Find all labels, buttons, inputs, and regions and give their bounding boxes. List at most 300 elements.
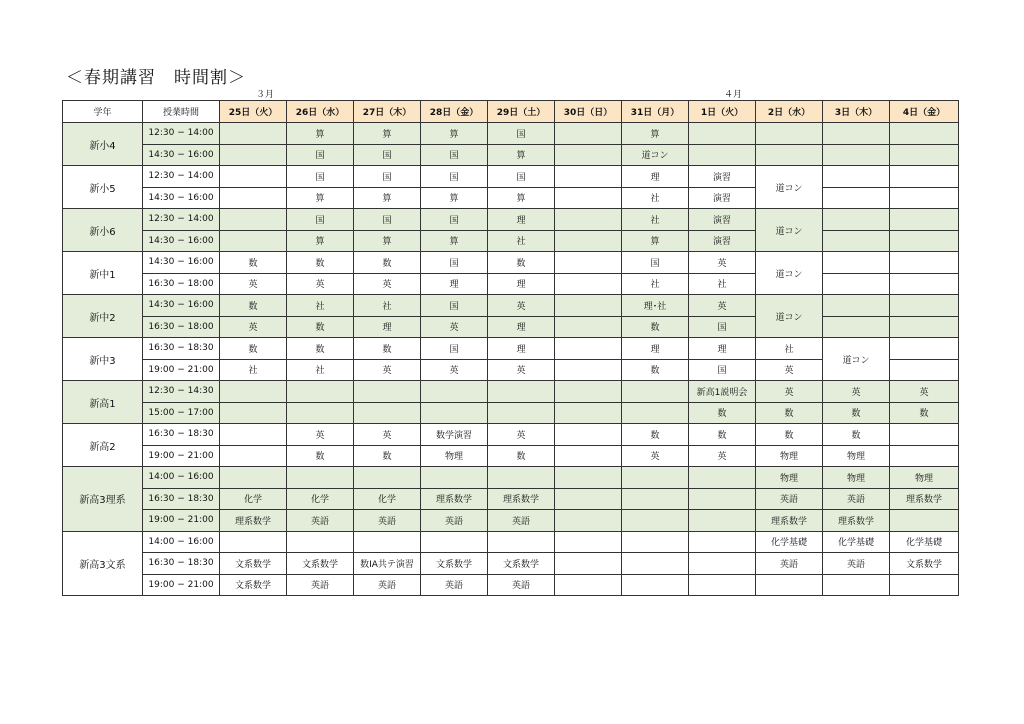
time-cell: 16:30 − 18:00 [143, 273, 220, 295]
class-cell: 算 [421, 230, 488, 252]
class-cell [354, 381, 421, 403]
class-cell [555, 187, 622, 209]
class-cell: 社 [622, 187, 689, 209]
class-cell: 数 [220, 252, 287, 274]
time-cell: 14:30 − 16:00 [143, 187, 220, 209]
time-cell: 19:00 − 21:00 [143, 574, 220, 596]
class-cell [823, 252, 890, 274]
class-cell: 物理 [823, 467, 890, 489]
class-cell [823, 123, 890, 145]
class-cell: 演習 [689, 187, 756, 209]
class-cell [890, 316, 959, 338]
table-row [63, 402, 959, 424]
class-cell: 社 [488, 230, 555, 252]
class-cell [890, 295, 959, 317]
class-cell: 算 [287, 230, 354, 252]
table-row [63, 488, 959, 510]
class-cell [890, 359, 959, 381]
class-cell: 文系数学 [220, 553, 287, 575]
grade-cell: 新小5 [63, 166, 143, 209]
time-cell: 12:30 − 14:00 [143, 123, 220, 145]
class-cell: 算 [421, 123, 488, 145]
class-cell: 算 [354, 230, 421, 252]
time-cell: 16:30 − 18:30 [143, 424, 220, 446]
class-cell [220, 144, 287, 166]
class-cell: 数 [823, 424, 890, 446]
class-cell: 国 [689, 359, 756, 381]
class-cell [555, 402, 622, 424]
merged-class-cell: 道コン [756, 295, 823, 338]
class-cell: 物理 [890, 467, 959, 489]
time-cell: 14:30 − 16:00 [143, 144, 220, 166]
class-cell: 英 [689, 445, 756, 467]
grade-cell: 新高1 [63, 381, 143, 424]
class-cell [220, 424, 287, 446]
class-cell: 国 [689, 316, 756, 338]
class-cell: 算 [287, 187, 354, 209]
class-cell: 英 [287, 273, 354, 295]
timetable-body [63, 123, 959, 596]
time-cell: 16:30 − 18:00 [143, 316, 220, 338]
class-cell: 英語 [823, 553, 890, 575]
class-cell [622, 553, 689, 575]
class-cell: 英 [354, 273, 421, 295]
class-cell [555, 295, 622, 317]
time-cell: 14:00 − 16:00 [143, 531, 220, 553]
class-cell [890, 574, 959, 596]
class-cell [622, 381, 689, 403]
merged-class-cell: 道コン [756, 166, 823, 209]
table-row [63, 445, 959, 467]
class-cell: 社 [287, 295, 354, 317]
class-cell: 国 [287, 166, 354, 188]
grade-cell: 新高3文系 [63, 531, 143, 596]
page-title: ＜春期講習 時間割＞ [66, 68, 246, 88]
class-cell [890, 230, 959, 252]
class-cell [555, 230, 622, 252]
class-cell [220, 445, 287, 467]
class-cell: 理 [622, 338, 689, 360]
header-row [63, 101, 959, 123]
class-cell: 英語 [421, 574, 488, 596]
class-cell [555, 123, 622, 145]
class-cell: 算 [354, 187, 421, 209]
class-cell [689, 531, 756, 553]
timetable [62, 100, 959, 596]
class-cell [555, 359, 622, 381]
class-cell [555, 445, 622, 467]
class-cell [220, 209, 287, 231]
table-row [63, 338, 959, 360]
class-cell [890, 123, 959, 145]
class-cell: 文系数学 [488, 553, 555, 575]
grade-cell: 新小6 [63, 209, 143, 252]
time-cell: 12:30 − 14:30 [143, 381, 220, 403]
date-header: 1日（火） [689, 101, 756, 123]
class-cell [689, 510, 756, 532]
class-cell [555, 316, 622, 338]
time-cell: 19:00 − 21:00 [143, 359, 220, 381]
class-cell: 算 [354, 123, 421, 145]
table-row [63, 209, 959, 231]
class-cell: 国 [421, 166, 488, 188]
date-header: 27日（木） [354, 101, 421, 123]
date-header: 26日（水） [287, 101, 354, 123]
class-cell: 社 [756, 338, 823, 360]
class-cell: 英 [488, 359, 555, 381]
class-cell: 数 [689, 424, 756, 446]
class-cell: 社 [220, 359, 287, 381]
grade-cell: 新中1 [63, 252, 143, 295]
class-cell: 国 [421, 252, 488, 274]
class-cell: 英 [756, 359, 823, 381]
class-cell: 数 [756, 424, 823, 446]
class-cell: 数 [220, 295, 287, 317]
class-cell: 国 [287, 144, 354, 166]
class-cell [555, 209, 622, 231]
class-cell: 国 [622, 252, 689, 274]
class-cell [890, 273, 959, 295]
class-cell: 社 [287, 359, 354, 381]
class-cell: 国 [354, 144, 421, 166]
class-cell [287, 467, 354, 489]
class-cell [622, 402, 689, 424]
class-cell: 英 [220, 273, 287, 295]
class-cell [890, 510, 959, 532]
class-cell: 理 [488, 209, 555, 231]
class-cell [890, 166, 959, 188]
class-cell: 新高1説明会 [689, 381, 756, 403]
class-cell [555, 424, 622, 446]
class-cell [823, 187, 890, 209]
class-cell: 国 [421, 209, 488, 231]
merged-class-cell: 道コン [756, 209, 823, 252]
class-cell [823, 166, 890, 188]
class-cell: 理系数学 [488, 488, 555, 510]
class-cell [689, 123, 756, 145]
class-cell [555, 510, 622, 532]
class-cell: 数 [354, 252, 421, 274]
date-header: 25日（火） [220, 101, 287, 123]
table-row [63, 166, 959, 188]
table-row [63, 574, 959, 596]
class-cell [890, 252, 959, 274]
class-cell: 国 [421, 338, 488, 360]
class-cell: 物理 [756, 445, 823, 467]
class-cell [488, 381, 555, 403]
time-cell: 14:30 − 16:00 [143, 295, 220, 317]
table-row [63, 252, 959, 274]
class-cell: 英 [354, 359, 421, 381]
class-cell: 理系数学 [756, 510, 823, 532]
class-cell: 物理 [756, 467, 823, 489]
class-cell [555, 252, 622, 274]
class-cell: 理 [421, 273, 488, 295]
class-cell: 数 [287, 252, 354, 274]
class-cell: 演習 [689, 209, 756, 231]
class-cell: 化学基礎 [756, 531, 823, 553]
grade-cell: 新高2 [63, 424, 143, 467]
class-cell: 数 [287, 338, 354, 360]
class-cell: 社 [622, 209, 689, 231]
date-header: 3日（木） [823, 101, 890, 123]
month-label-april: ４月 [724, 90, 743, 100]
time-cell: 15:00 − 17:00 [143, 402, 220, 424]
class-cell [823, 144, 890, 166]
class-cell [421, 402, 488, 424]
class-cell: 数IA共テ演習 [354, 553, 421, 575]
class-cell: 英語 [354, 510, 421, 532]
class-cell: 文系数学 [220, 574, 287, 596]
class-cell [823, 295, 890, 317]
class-cell [890, 187, 959, 209]
class-cell: 英 [756, 381, 823, 403]
class-cell: 数 [890, 402, 959, 424]
class-cell: 数 [622, 316, 689, 338]
class-cell [823, 230, 890, 252]
table-row [63, 123, 959, 145]
merged-class-cell: 道コン [823, 338, 890, 381]
time-cell: 14:00 − 16:00 [143, 467, 220, 489]
class-cell: 国 [354, 166, 421, 188]
time-cell: 14:30 − 16:00 [143, 230, 220, 252]
class-cell: 演習 [689, 230, 756, 252]
class-cell: 演習 [689, 166, 756, 188]
class-cell: 国 [488, 166, 555, 188]
table-row [63, 273, 959, 295]
class-cell [756, 123, 823, 145]
class-cell [890, 424, 959, 446]
grade-header: 学年 [63, 101, 143, 123]
class-cell [555, 553, 622, 575]
class-cell [890, 209, 959, 231]
table-row [63, 144, 959, 166]
class-cell: 英語 [823, 488, 890, 510]
time-cell: 12:30 − 14:00 [143, 209, 220, 231]
time-cell: 16:30 − 18:30 [143, 338, 220, 360]
time-cell: 19:00 − 21:00 [143, 510, 220, 532]
class-cell: 英語 [421, 510, 488, 532]
class-cell: 理系数学 [220, 510, 287, 532]
class-cell: 数 [622, 424, 689, 446]
class-cell [823, 316, 890, 338]
class-cell [421, 531, 488, 553]
class-cell [555, 338, 622, 360]
class-cell: 算 [421, 187, 488, 209]
class-cell [287, 531, 354, 553]
class-cell: 理 [622, 166, 689, 188]
class-cell: 理系数学 [421, 488, 488, 510]
class-cell [890, 144, 959, 166]
class-cell: 文系数学 [890, 553, 959, 575]
class-cell: 国 [421, 295, 488, 317]
class-cell: 国 [421, 144, 488, 166]
class-cell: 理系数学 [823, 510, 890, 532]
class-cell: 化学 [220, 488, 287, 510]
month-label-march: ３月 [256, 90, 275, 100]
class-cell: 英語 [287, 574, 354, 596]
class-cell: 英語 [488, 510, 555, 532]
class-cell [220, 402, 287, 424]
class-cell: 理 [488, 338, 555, 360]
date-header: 28日（金） [421, 101, 488, 123]
class-cell [823, 209, 890, 231]
class-cell: 算 [622, 123, 689, 145]
grade-cell: 新小4 [63, 123, 143, 166]
class-cell [488, 402, 555, 424]
class-cell: 物理 [421, 445, 488, 467]
table-row [63, 531, 959, 553]
time-cell: 16:30 − 18:30 [143, 488, 220, 510]
table-row [63, 510, 959, 532]
class-cell [756, 144, 823, 166]
class-cell: 数 [622, 359, 689, 381]
class-cell: 英 [622, 445, 689, 467]
grade-cell: 新高3理系 [63, 467, 143, 532]
class-cell: 国 [354, 209, 421, 231]
date-header: 31日（月） [622, 101, 689, 123]
class-cell: 数 [287, 316, 354, 338]
class-cell: 英 [421, 359, 488, 381]
class-cell: 算 [287, 123, 354, 145]
class-cell [823, 273, 890, 295]
class-cell [823, 574, 890, 596]
class-cell: 英 [488, 295, 555, 317]
class-cell: 英語 [756, 553, 823, 575]
class-cell [555, 166, 622, 188]
class-cell: 数 [488, 445, 555, 467]
class-cell: 数学演習 [421, 424, 488, 446]
class-cell: 英語 [354, 574, 421, 596]
class-cell: 理 [689, 338, 756, 360]
class-cell [689, 553, 756, 575]
class-cell: 物理 [823, 445, 890, 467]
class-cell: 社 [622, 273, 689, 295]
class-cell [488, 531, 555, 553]
grade-cell: 新中3 [63, 338, 143, 381]
class-cell: 数 [287, 445, 354, 467]
class-cell: 化学基礎 [823, 531, 890, 553]
class-cell: 社 [354, 295, 421, 317]
class-cell [220, 467, 287, 489]
class-cell [220, 531, 287, 553]
class-cell: 化学 [354, 488, 421, 510]
class-cell: 文系数学 [287, 553, 354, 575]
class-cell [287, 381, 354, 403]
class-cell [354, 467, 421, 489]
table-row [63, 467, 959, 489]
class-cell [555, 488, 622, 510]
class-cell: 英 [823, 381, 890, 403]
class-cell: 化学 [287, 488, 354, 510]
class-cell: 数 [689, 402, 756, 424]
class-cell: 英語 [488, 574, 555, 596]
class-cell: 英語 [756, 488, 823, 510]
class-cell: 数 [220, 338, 287, 360]
class-cell [622, 510, 689, 532]
class-cell: 国 [488, 123, 555, 145]
time-header: 授業時間 [143, 101, 220, 123]
class-cell [622, 488, 689, 510]
class-cell: 算 [622, 230, 689, 252]
class-cell: 英語 [287, 510, 354, 532]
date-header: 29日（土） [488, 101, 555, 123]
class-cell [689, 467, 756, 489]
class-cell: 算 [488, 144, 555, 166]
date-header: 2日（水） [756, 101, 823, 123]
class-cell: 英 [689, 252, 756, 274]
class-cell [555, 144, 622, 166]
class-cell: 社 [689, 273, 756, 295]
class-cell [890, 338, 959, 360]
class-cell [421, 467, 488, 489]
class-cell [555, 467, 622, 489]
grade-cell: 新中2 [63, 295, 143, 338]
class-cell: 数 [354, 445, 421, 467]
class-cell [220, 166, 287, 188]
class-cell [756, 574, 823, 596]
class-cell: 理 [488, 273, 555, 295]
table-row [63, 295, 959, 317]
class-cell: 理系数学 [890, 488, 959, 510]
class-cell [220, 381, 287, 403]
class-cell [421, 381, 488, 403]
class-cell [689, 144, 756, 166]
time-cell: 14:30 − 16:00 [143, 252, 220, 274]
class-cell [555, 381, 622, 403]
time-cell: 19:00 − 21:00 [143, 445, 220, 467]
table-row [63, 553, 959, 575]
class-cell: 道コン [622, 144, 689, 166]
class-cell [220, 187, 287, 209]
date-header: 4日（金） [890, 101, 959, 123]
class-cell [622, 467, 689, 489]
merged-class-cell: 道コン [756, 252, 823, 295]
class-cell: 英 [890, 381, 959, 403]
class-cell [220, 230, 287, 252]
class-cell [689, 488, 756, 510]
class-cell: 化学基礎 [890, 531, 959, 553]
class-cell: 理 [488, 316, 555, 338]
table-row [63, 424, 959, 446]
class-cell: 国 [287, 209, 354, 231]
class-cell: 英 [354, 424, 421, 446]
class-cell: 数 [823, 402, 890, 424]
class-cell: 英 [689, 295, 756, 317]
class-cell: 数 [756, 402, 823, 424]
class-cell: 英 [421, 316, 488, 338]
time-cell: 12:30 − 14:00 [143, 166, 220, 188]
class-cell [555, 273, 622, 295]
class-cell [622, 531, 689, 553]
table-row [63, 230, 959, 252]
class-cell [622, 574, 689, 596]
class-cell [354, 402, 421, 424]
time-cell: 16:30 − 18:30 [143, 553, 220, 575]
class-cell: 理･社 [622, 295, 689, 317]
table-row [63, 187, 959, 209]
class-cell: 理 [354, 316, 421, 338]
class-cell: 英 [220, 316, 287, 338]
class-cell [220, 123, 287, 145]
date-header: 30日（日） [555, 101, 622, 123]
class-cell: 算 [488, 187, 555, 209]
class-cell [555, 574, 622, 596]
class-cell: 数 [488, 252, 555, 274]
class-cell [890, 445, 959, 467]
class-cell [555, 531, 622, 553]
class-cell [354, 531, 421, 553]
